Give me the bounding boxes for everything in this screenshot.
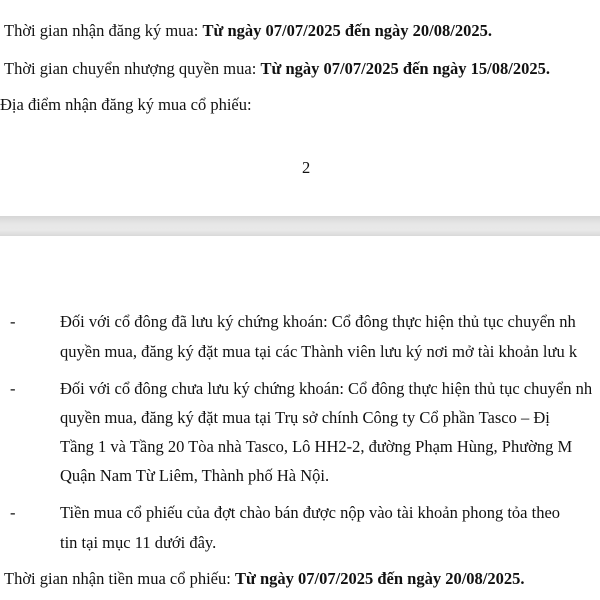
bullet-2-line-2: quyền mua, đăng ký đặt mua tại Trụ sở chính Công ty Cổ phần Tasco – Đị bbox=[60, 408, 550, 427]
bullet-dash: - bbox=[10, 312, 16, 331]
payment-period-label: Thời gian nhận tiền mua cổ phiếu: bbox=[4, 569, 235, 588]
payment-period-value: Từ ngày 07/07/2025 đến ngày 20/08/2025. bbox=[234, 569, 525, 588]
bullet-2-line-1: Đối với cổ đông chưa lưu ký chứng khoán: Cổ đông thực hiện thủ tục chuyển nh bbox=[60, 379, 593, 398]
page-separator bbox=[0, 216, 600, 236]
location-label: Địa điểm nhận đăng ký mua cổ phiếu: bbox=[0, 95, 252, 114]
bullet-2-line-4: Quận Nam Từ Liêm, Thành phố Hà Nội. bbox=[60, 466, 330, 485]
page-number: 2 bbox=[302, 158, 311, 177]
document-page-bottom bbox=[0, 236, 600, 600]
bullet-dash: - bbox=[10, 503, 16, 522]
bullet-2-line-3: Tầng 1 và Tầng 20 Tòa nhà Tasco, Lô HH2-2, đường Phạm Hùng, Phường M bbox=[60, 437, 573, 456]
registration-period-value: Từ ngày 07/07/2025 đến ngày 20/08/2025. bbox=[202, 21, 492, 40]
document-page-top bbox=[0, 0, 600, 216]
transfer-period-line bbox=[4, 59, 550, 79]
bullet-dash: - bbox=[10, 379, 16, 398]
bullet-1-line-1: Đối với cổ đông đã lưu ký chứng khoán: Cổ đông thực hiện thủ tục chuyển nh bbox=[60, 312, 576, 331]
payment-period-line bbox=[4, 569, 525, 589]
registration-period-line bbox=[4, 21, 492, 41]
bullet-1-line-2: quyền mua, đăng ký đặt mua tại các Thành viên lưu ký nơi mở tài khoản lưu k bbox=[60, 342, 578, 361]
registration-period-label: Thời gian nhận đăng ký mua: bbox=[4, 21, 203, 40]
bullet-3-line-1: Tiền mua cổ phiếu của đợt chào bán được nộp vào tài khoản phong tỏa theo bbox=[60, 503, 561, 522]
transfer-period-value: Từ ngày 07/07/2025 đến ngày 15/08/2025. bbox=[260, 59, 550, 78]
transfer-period-label: Thời gian chuyển nhượng quyền mua: bbox=[4, 59, 261, 78]
bullet-3-line-2: tin tại mục 11 dưới đây. bbox=[60, 533, 217, 552]
clipped-top-line bbox=[4, 0, 8, 14]
